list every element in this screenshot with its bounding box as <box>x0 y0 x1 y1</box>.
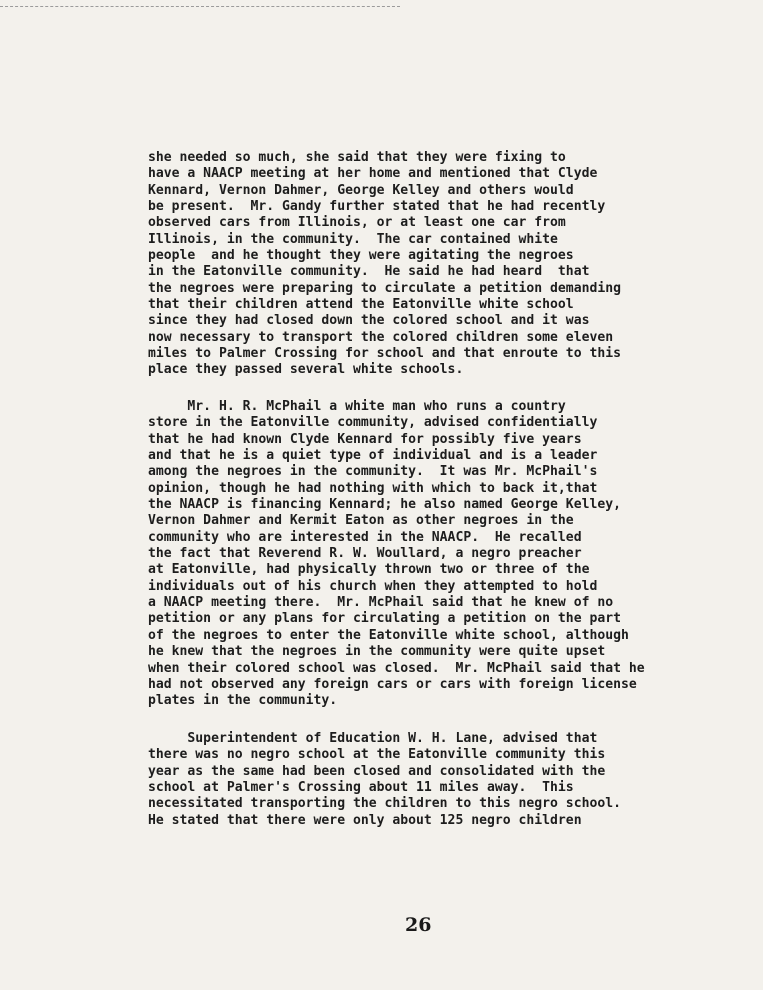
text-line: now necessary to transport the colored children some eleven <box>148 329 614 345</box>
text-line: the NAACP is financing Kennard; he also named George Kelley, <box>148 497 621 513</box>
text-line: and that he is a quiet type of individual and is a leader <box>148 448 598 464</box>
text-line: plates in the community. <box>148 693 338 709</box>
text-line: Illinois, in the community. The car contained white <box>148 231 558 247</box>
paragraph-3 <box>148 731 714 829</box>
text-line: year as the same had been closed and consolidated with the <box>148 763 606 779</box>
text-line: the fact that Reverend R. W. Woullard, a negro preacher <box>148 546 582 562</box>
text-line: place they passed several white schools. <box>148 362 464 378</box>
text-line: among the negroes in the community. It was Mr. McPhail's <box>148 464 598 480</box>
text-line: opinion, though he had nothing with which to back it,that <box>148 480 598 496</box>
text-line: Kennard, Vernon Dahmer, George Kelley and others would <box>148 182 574 198</box>
text-line: necessitated transporting the children to this negro school. <box>148 796 621 812</box>
text-line: have a NAACP meeting at her home and mentioned that Clyde <box>148 166 598 182</box>
text-line: Superintendent of Education W. H. Lane, advised that <box>148 731 598 746</box>
text-line: of the negroes to enter the Eatonville white school, although <box>148 627 629 643</box>
text-line: he knew that the negroes in the community were quite upset <box>148 644 606 660</box>
text-line: that he had known Clyde Kennard for possibly five years <box>148 431 582 447</box>
text-line: miles to Palmer Crossing for school and that enroute to this <box>148 346 621 362</box>
text-line: she needed so much, she said that they were fixing to <box>148 150 566 165</box>
top-edge-dashes <box>0 6 400 7</box>
text-line: Vernon Dahmer and Kermit Eaton as other negroes in the <box>148 513 574 529</box>
text-line: people and he thought they were agitating the negroes <box>148 248 574 264</box>
text-line: when their colored school was closed. Mr. McPhail said that he <box>148 660 645 676</box>
text-line: in the Eatonville community. He said he had heard that <box>148 264 590 280</box>
text-line: had not observed any foreign cars or cars with foreign license <box>148 676 637 692</box>
text-line: store in the Eatonville community, advised confidentially <box>148 415 598 431</box>
text-line: school at Palmer's Crossing about 11 miles away. This <box>148 780 574 796</box>
paragraph-2 <box>148 399 714 710</box>
page-number: 26 <box>405 914 432 936</box>
text-line: a NAACP meeting there. Mr. McPhail said that he knew of no <box>148 595 614 611</box>
text-line: individuals out of his church when they attempted to hold <box>148 578 598 594</box>
text-line: the negroes were preparing to circulate a petition demanding <box>148 280 621 296</box>
text-line: He stated that there were only about 125 negro children <box>148 812 582 828</box>
text-line: be present. Mr. Gandy further stated that he had recently <box>148 199 606 215</box>
text-line: since they had closed down the colored school and it was <box>148 313 590 329</box>
text-line: Mr. H. R. McPhail a white man who runs a country <box>148 399 566 414</box>
text-line: that their children attend the Eatonville white school <box>148 297 574 313</box>
text-line: at Eatonville, had physically thrown two or three of the <box>148 562 590 578</box>
text-line: there was no negro school at the Eatonville community this <box>148 747 606 763</box>
paragraph-1 <box>148 150 714 379</box>
text-line: observed cars from Illinois, or at least one car from <box>148 215 566 231</box>
text-line: community who are interested in the NAACP. He recalled <box>148 529 582 545</box>
text-line: petition or any plans for circulating a petition on the part <box>148 611 621 627</box>
